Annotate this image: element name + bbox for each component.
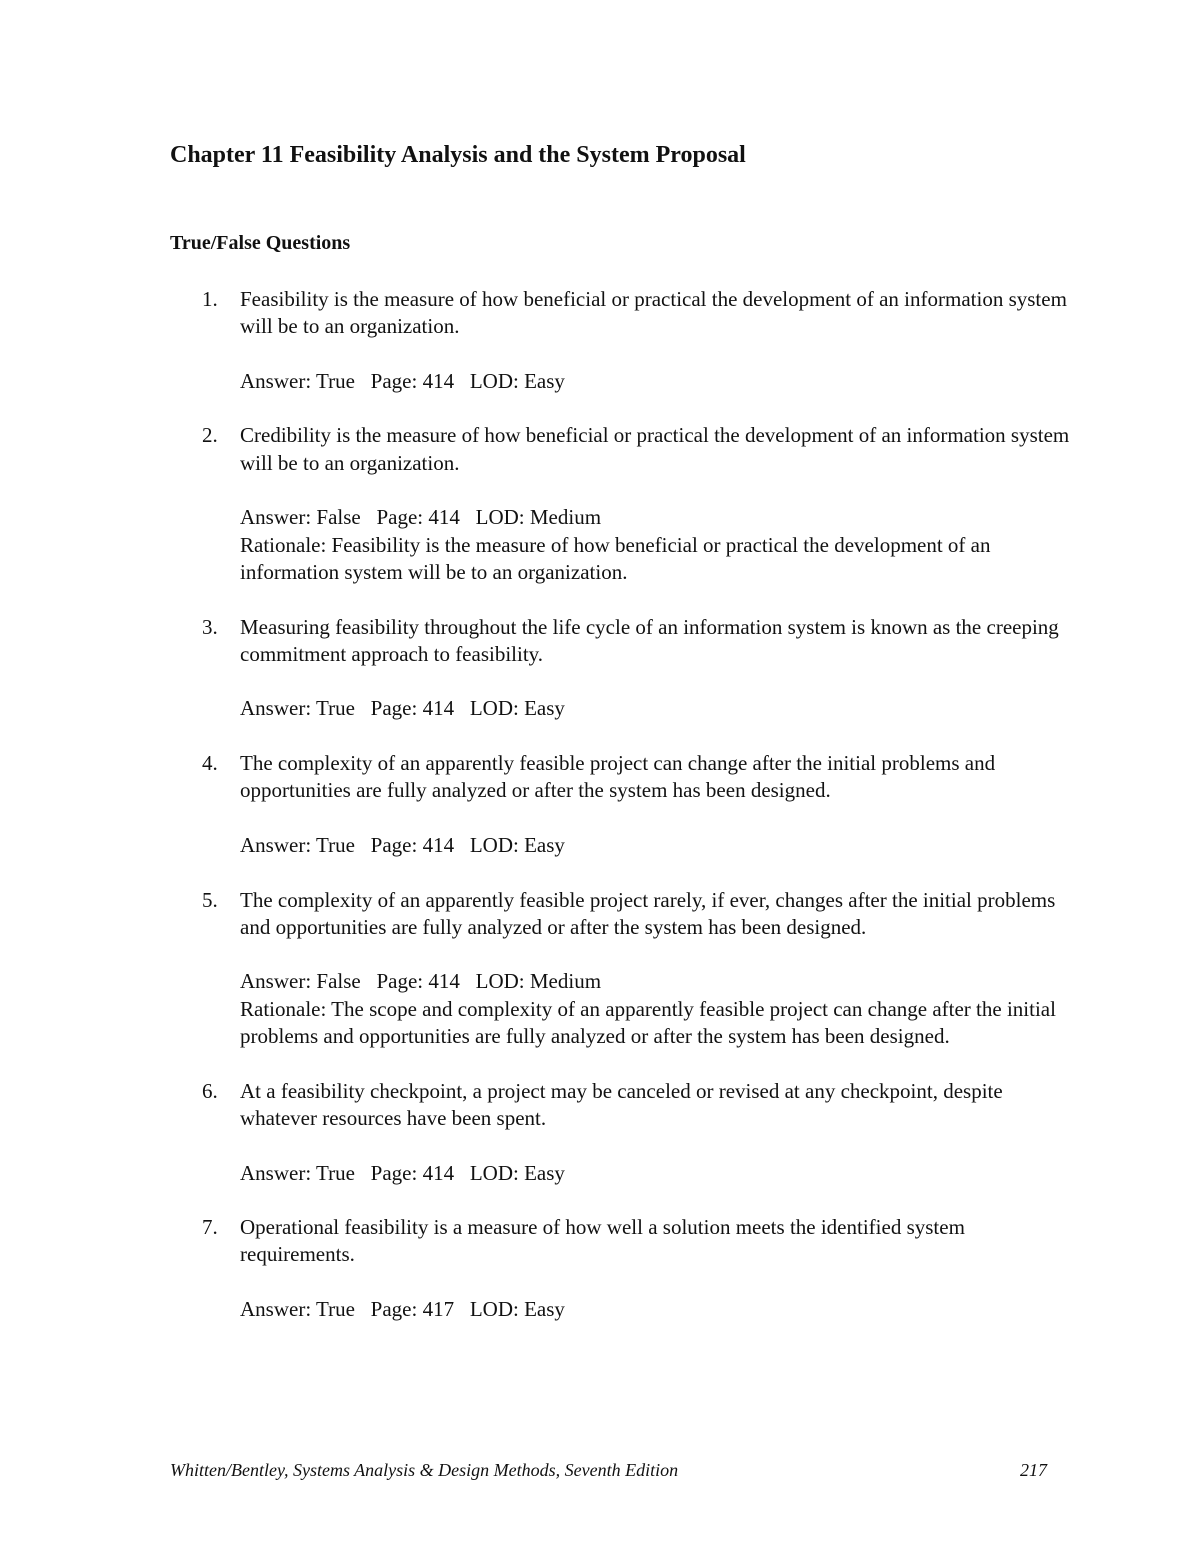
chapter-title: Chapter 11 Feasibility Analysis and the System Proposal bbox=[170, 142, 746, 168]
question-number: 1. bbox=[202, 287, 218, 311]
question-list bbox=[202, 286, 1072, 1351]
question-item bbox=[202, 286, 1072, 395]
question-item bbox=[202, 887, 1072, 1051]
question-text: Credibility is the measure of how beneficial or practical the development of an information system will be to an organization. bbox=[240, 423, 1070, 475]
question-item bbox=[202, 750, 1072, 859]
question-number: 6. bbox=[202, 1078, 218, 1103]
question-item bbox=[202, 1078, 1072, 1187]
question-item bbox=[202, 614, 1072, 723]
question-text: Operational feasibility is a measure of how well a solution meets the identified system requirements. bbox=[240, 1215, 965, 1267]
question-text: Feasibility is the measure of how beneficial or practical the development of an information system will be to an organization. bbox=[240, 287, 1067, 339]
question-number: 3. bbox=[202, 614, 218, 639]
answer-line: Answer: True Page: 417 LOD: Easy bbox=[240, 1296, 565, 1321]
answer-line: Answer: True Page: 414 LOD: Easy bbox=[240, 368, 565, 393]
footer-source: Whitten/Bentley, Systems Analysis & Design Methods, Seventh Edition bbox=[170, 1460, 679, 1480]
rationale-text: Rationale: Feasibility is the measure of how beneficial or practical the development of an information system will be to an organization. bbox=[240, 532, 991, 584]
question-number: 7. bbox=[202, 1215, 218, 1240]
question-text: The complexity of an apparently feasible project can change after the initial problems and opportunities are fully analyzed or after the system has been designed. bbox=[240, 751, 996, 803]
question-number: 2. bbox=[202, 423, 218, 448]
answer-line: Answer: False Page: 414 LOD: Medium bbox=[240, 505, 602, 530]
answer-line: Answer: False Page: 414 LOD: Medium bbox=[240, 969, 602, 994]
question-number: 5. bbox=[202, 887, 218, 912]
question-item bbox=[202, 1214, 1072, 1323]
answer-line: Answer: True Page: 414 LOD: Easy bbox=[240, 696, 565, 721]
rationale-text: Rationale: The scope and complexity of an apparently feasible project can change after the initial problems and opportunities are fully analyzed or after the system has been designed. bbox=[240, 996, 1056, 1049]
question-item bbox=[202, 422, 1072, 586]
answer-line: Answer: True Page: 414 LOD: Easy bbox=[240, 1160, 565, 1185]
answer-line: Answer: True Page: 414 LOD: Easy bbox=[240, 832, 565, 857]
question-text: The complexity of an apparently feasible project rarely, if ever, changes after the initial problems and opportunities are fully analyzed or after the system has been designed. bbox=[240, 887, 1056, 939]
question-text: At a feasibility checkpoint, a project may be canceled or revised at any checkpoint, despite whatever resources have been spent. bbox=[240, 1078, 1003, 1130]
question-text: Measuring feasibility throughout the life cycle of an information system is known as the creeping commitment approach to feasibility. bbox=[240, 614, 1059, 666]
question-number: 4. bbox=[202, 751, 218, 776]
section-title: True/False Questions bbox=[170, 232, 351, 254]
footer-page-number: 217 bbox=[1020, 1460, 1047, 1480]
